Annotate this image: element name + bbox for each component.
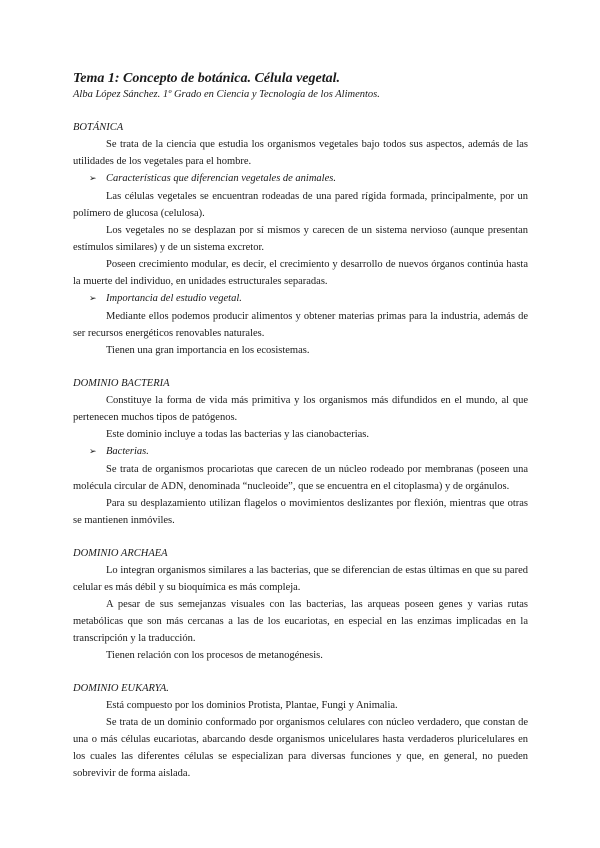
document-body bbox=[73, 119, 528, 782]
arrow-bullet-icon: ➢ bbox=[89, 447, 97, 457]
section bbox=[73, 545, 528, 664]
bullet-text: Características que diferencian vegetales de animales. bbox=[106, 173, 336, 184]
bullet-subheading bbox=[73, 170, 528, 188]
arrow-bullet-icon: ➢ bbox=[89, 174, 97, 184]
paragraph: Constituye la forma de vida más primitiva y los organismos más difundidos en el mundo, al que pertenecen muchos tipos de patógenos. bbox=[73, 395, 528, 423]
paragraph: Tienen relación con los procesos de metanogénesis. bbox=[106, 650, 323, 661]
bullet-subheading bbox=[73, 443, 528, 461]
paragraph: Se trata de organismos procariotas que carecen de un núcleo rodeado por membranas (poseen una molécula circular de ADN, denominada “nucleoide”, que se encuentra en el citoplasma) y de orgánulos. bbox=[73, 464, 528, 492]
paragraph: Se trata de la ciencia que estudia los organismos vegetales bajo todos sus aspectos, además de las utilidades de los vegetales para el hombre. bbox=[73, 139, 528, 167]
arrow-bullet-icon: ➢ bbox=[89, 294, 97, 304]
section-heading: DOMINIO BACTERIA bbox=[73, 378, 170, 389]
bullet-text: Importancia del estudio vegetal. bbox=[106, 293, 242, 304]
paragraph: A pesar de sus semejanzas visuales con las bacterias, las arqueas poseen genes y varias rutas metabólicas que son más cercanas a las de los eucariotas, en especial en las enzimas implicadas en la transcripción y la traducción. bbox=[73, 599, 528, 644]
document-page bbox=[73, 70, 528, 798]
document-subtitle: Alba López Sánchez. 1º Grado en Ciencia y Tecnología de los Alimentos. bbox=[73, 89, 380, 100]
section bbox=[73, 375, 528, 529]
section bbox=[73, 680, 528, 782]
paragraph: Mediante ellos podemos producir alimentos y obtener materias primas para la industria, además de ser recursos energéticos renovables naturales. bbox=[73, 311, 528, 339]
paragraph: Se trata de un dominio conformado por organismos celulares con núcleo verdadero, que constan de una o más células eucariotas, abarcando desde organismos unicelulares hasta verdaderos pluricelulares en los cuales las diferentes células se especializan para diversas funciones y que, en general, no pueden sobrevivir de forma aislada. bbox=[73, 717, 528, 779]
paragraph: Lo integran organismos similares a las bacterias, que se diferencian de estas últimas en que su pared celular es más débil y su bioquímica es más compleja. bbox=[73, 565, 528, 593]
paragraph: Está compuesto por los dominios Protista, Plantae, Fungi y Animalia. bbox=[106, 700, 398, 711]
paragraph: Tienen una gran importancia en los ecosistemas. bbox=[106, 345, 310, 356]
bullet-subheading bbox=[73, 290, 528, 308]
paragraph: Este dominio incluye a todas las bacterias y las cianobacterias. bbox=[106, 429, 369, 440]
section-heading: BOTÁNICA bbox=[73, 122, 124, 133]
paragraph: Para su desplazamiento utilizan flagelos o movimientos deslizantes por flexión, mientras que otras se mantienen inmóviles. bbox=[73, 498, 528, 526]
paragraph: Poseen crecimiento modular, es decir, el crecimiento y desarrollo de nuevos órganos continúa hasta la muerte del individuo, en unidades estructurales separadas. bbox=[73, 259, 528, 287]
section-heading: DOMINIO EUKARYA. bbox=[73, 683, 169, 694]
paragraph: Las células vegetales se encuentran rodeadas de una pared rígida formada, principalmente, por un polímero de glucosa (celulosa). bbox=[73, 191, 528, 219]
paragraph: Los vegetales no se desplazan por sí mismos y carecen de un sistema nervioso (aunque presentan estímulos similares) y de un sistema excretor. bbox=[73, 225, 528, 253]
document-title: Tema 1: Concepto de botánica. Célula vegetal. bbox=[73, 71, 341, 86]
bullet-text: Bacterias. bbox=[106, 446, 149, 457]
section-heading: DOMINIO ARCHAEA bbox=[73, 548, 168, 559]
section bbox=[73, 119, 528, 359]
